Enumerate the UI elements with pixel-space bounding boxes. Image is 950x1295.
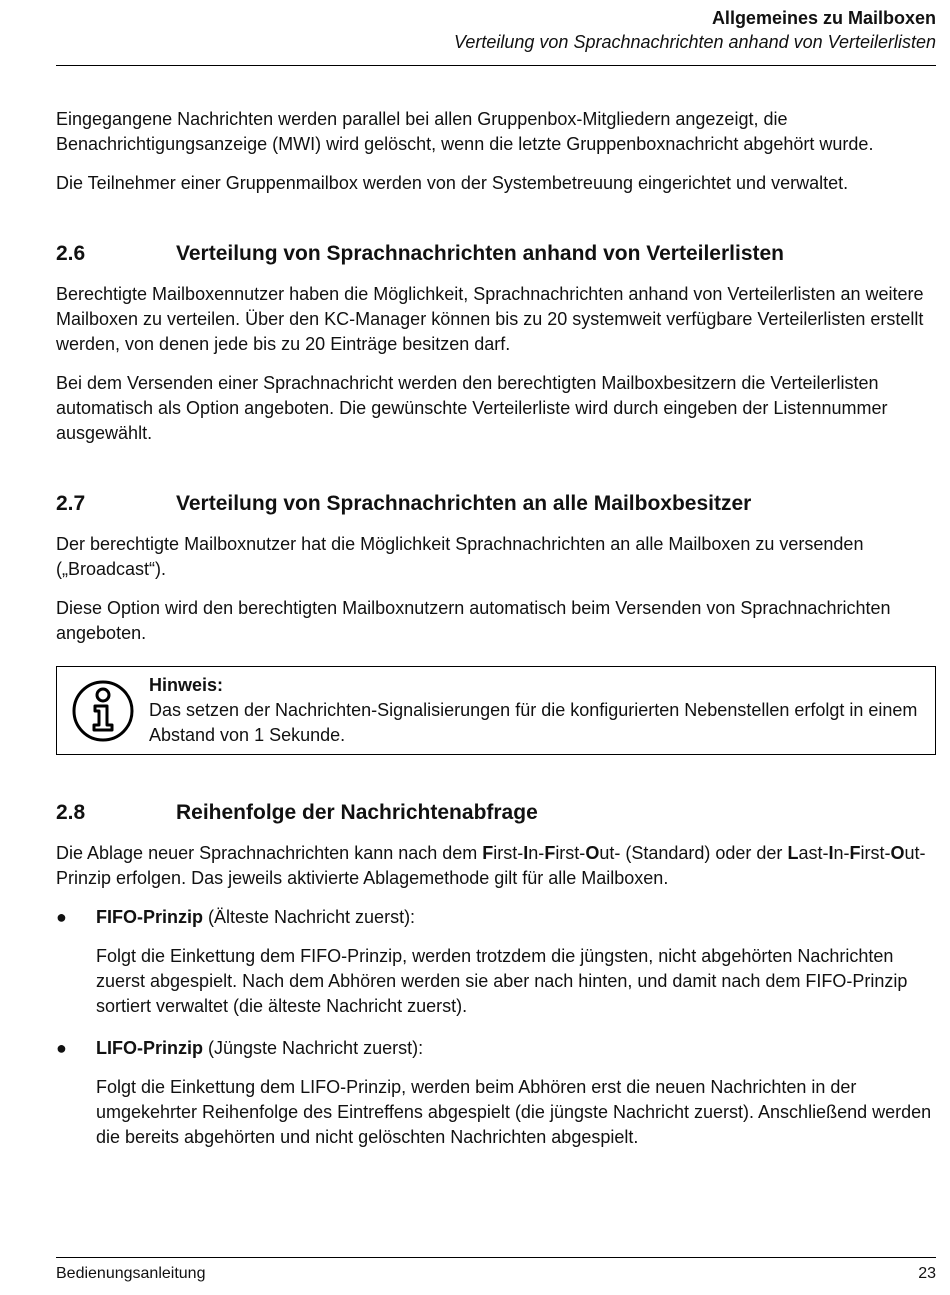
- page-number: 23: [918, 1265, 936, 1282]
- list-item-lifo: ● LIFO-Prinzip (Jüngste Nachricht zuerst):: [56, 1036, 936, 1061]
- lifo-description: Folgt die Einkettung dem LIFO-Prinzip, werden beim Abhören erst die neuen Nachrichten in der umgekehrter Reihenfolge des Eintreffens abgespielt (die jüngste Nachricht zuerst). Anschließend werden die bereits abgehörten und nicht gelöschten Nachrichten abgespielt.: [96, 1077, 932, 1147]
- page-footer: [56, 1263, 936, 1285]
- intro-paragraph-1: Eingegangene Nachrichten werden parallel bei allen Gruppenbox-Mitgliedern angezeigt, die Benachrichtigungsanzeige (MWI) wird gelöscht, wenn die letzte Gruppenboxnachricht abgehört wurde.: [56, 109, 874, 154]
- list-item-fifo: ● FIFO-Prinzip (Älteste Nachricht zuerst):: [56, 905, 936, 930]
- note-content: [149, 673, 925, 748]
- page-header: [56, 6, 936, 54]
- header-rule: [56, 65, 936, 66]
- section-heading-2-7: [56, 490, 936, 518]
- section-title: Reihenfolge der Nachrichtenabfrage: [176, 801, 538, 824]
- bullet-icon: ●: [56, 1038, 67, 1058]
- intro-paragraph-2: Die Teilnehmer einer Gruppenmailbox werden von der Systembetreuung eingerichtet und verwaltet.: [56, 173, 849, 193]
- footer-rule: [56, 1257, 936, 1258]
- section-title: Verteilung von Sprachnachrichten anhand von Verteilerlisten: [176, 242, 784, 265]
- section-number: 2.6: [56, 242, 86, 265]
- section-number: 2.8: [56, 801, 86, 824]
- bullet-icon: ●: [56, 907, 67, 927]
- section-number: 2.7: [56, 492, 86, 515]
- header-subtitle: Verteilung von Sprachnachrichten anhand von Verteilerlisten: [454, 32, 936, 52]
- fifo-description: Folgt die Einkettung dem FIFO-Prinzip, werden trotzdem die jüngsten, nicht abgehörten Nachrichten zuerst abgespielt. Nach dem Abhören werden sie aber nach hinten, und damit nach dem FIFO-Prinzip sortiert verwaltet (die älteste Nachricht zuerst).: [96, 946, 908, 1016]
- s26-paragraph-2: Bei dem Versenden einer Sprachnachricht werden den berechtigten Mailboxbesitzern die Verteilerlisten automatisch als Option angeboten. Die gewünschte Verteilerliste wird durch eingeben der Listennummer ausgewählt.: [56, 373, 888, 443]
- s26-paragraph-1: Berechtigte Mailboxennutzer haben die Möglichkeit, Sprachnachrichten anhand von Verteilerlisten an weitere Mailboxen zu verteilen. Über den KC-Manager können bis zu 20 systemweit verfügbare Verteilerlisten erstellt werden, von denen jede bis zu 20 Einträge besitzen darf.: [56, 284, 924, 354]
- bullet-term: LIFO-Prinzip: [96, 1038, 203, 1058]
- note-text: Das setzen der Nachrichten-Signalisierungen für die konfigurierten Nebenstellen erfolgt in einem Abstand von 1 Sekunde.: [149, 700, 918, 745]
- header-title: Allgemeines zu Mailboxen: [711, 8, 936, 28]
- s27-paragraph-2: Diese Option wird den berechtigten Mailboxnutzern automatisch beim Versenden von Sprachnachrichten angeboten.: [56, 598, 891, 643]
- section-heading-2-8: [56, 799, 936, 827]
- info-icon: [71, 679, 135, 743]
- section-heading-2-6: [56, 240, 936, 268]
- note-box: [56, 666, 936, 755]
- s27-paragraph-1: Der berechtigte Mailboxnutzer hat die Möglichkeit Sprachnachrichten an alle Mailboxen zu versenden („Broadcast“).: [56, 534, 864, 579]
- s28-paragraph-1: Die Ablage neuer Sprachnachrichten kann nach dem First-In-First-Out- (Standard) oder der Last-In-First-Out-Prinzip erfolgen. Das jeweils aktivierte Ablagemethode gilt für alle Mailboxen.: [56, 843, 926, 888]
- bullet-term: FIFO-Prinzip: [96, 907, 203, 927]
- footer-label: Bedienungsanleitung: [56, 1265, 206, 1282]
- section-title: Verteilung von Sprachnachrichten an alle Mailboxbesitzer: [176, 492, 752, 515]
- note-title: Hinweis:: [149, 675, 224, 695]
- page-body: [56, 107, 936, 1150]
